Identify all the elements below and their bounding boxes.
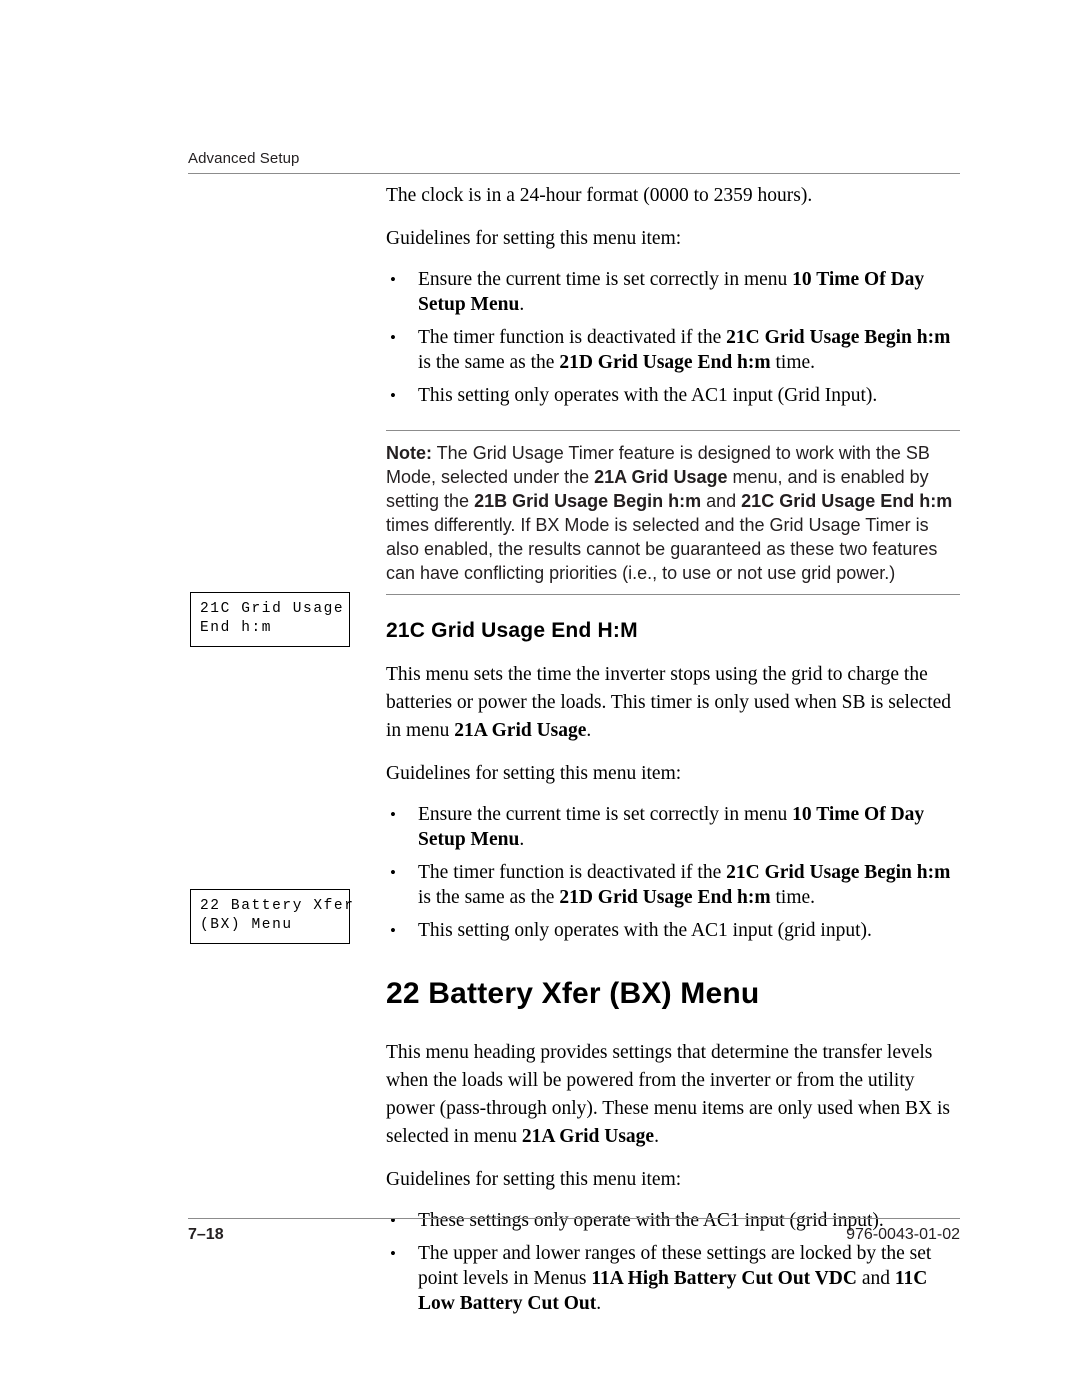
document-number: 976-0043-01-02 — [846, 1226, 960, 1243]
note-text-bold: 21C Grid Usage End h:m — [741, 491, 953, 511]
header-divider — [188, 173, 960, 174]
page-heading-22: 22 Battery Xfer (BX) Menu — [386, 977, 760, 1010]
list-item — [386, 1241, 960, 1316]
paragraph-text-part: . — [586, 720, 592, 741]
bullet-list-21c — [386, 802, 960, 943]
list-item — [386, 860, 960, 910]
bullet-dot-icon: • — [390, 270, 396, 289]
header-section-title: Advanced Setup — [188, 150, 300, 167]
bullet-text-bold: 21C Grid Usage Begin h:m — [726, 327, 951, 348]
bullet-text-part: time. — [770, 352, 816, 373]
bullet-text-part: Ensure the current time is set correctly in menu — [418, 804, 793, 825]
list-item — [386, 802, 960, 852]
bullet-dot-icon: • — [390, 863, 396, 882]
lcd-line-2: (BX) Menu — [200, 917, 293, 933]
list-item — [386, 267, 960, 317]
bullet-text-part: This setting only operates with the AC1 input (Grid Input). — [418, 385, 878, 406]
page-footer — [188, 1218, 960, 1244]
note-text-part: and — [701, 491, 742, 511]
guidelines-lead-22: Guidelines for setting this menu item: — [386, 1169, 682, 1190]
bullet-text-bold: 21C Grid Usage Begin h:m — [726, 862, 951, 883]
bullet-text-part: . — [519, 294, 525, 315]
paragraph-text-part: This menu sets the time the inverter stops using the grid to charge the batteries or power the loads. This timer is only used when SB is selected in menu — [386, 664, 952, 741]
bullet-text-bold: 10 Time Of Day Setup Menu — [418, 269, 925, 315]
bullet-text-bold: 11C Low Battery Cut Out — [418, 1268, 928, 1314]
bullet-text-part: is the same as the — [418, 352, 560, 373]
note-text-part: The Grid Usage Timer feature is designed to work with the SB Mode, selected under the — [386, 443, 930, 487]
paragraph-text-bold: 21A Grid Usage — [454, 720, 587, 741]
bullet-list-21b — [386, 267, 960, 408]
list-item — [386, 383, 960, 408]
page-content — [386, 182, 960, 1324]
bullet-dot-icon: • — [390, 1244, 396, 1263]
paragraph-text-part: . — [654, 1126, 659, 1147]
bullet-text-part: time. — [770, 887, 816, 908]
bullet-dot-icon: • — [390, 328, 396, 347]
list-item — [386, 918, 960, 943]
guidelines-lead-21c: Guidelines for setting this menu item: — [386, 763, 682, 784]
bullet-text-part: and — [856, 1268, 895, 1289]
bullet-text-part: . — [519, 829, 525, 850]
note-text-bold: 21A Grid Usage — [594, 467, 728, 487]
paragraph-text-part: This menu heading provides settings that determine the transfer levels when the loads will be powered from the inverter or from the utility power (pass-through only). These menu items are only used when BX is selected in menu — [386, 1042, 950, 1147]
bullet-text-part: The upper and lower ranges of these settings are locked by the set point levels in Menus — [418, 1243, 932, 1289]
page-subheading-21c: 21C Grid Usage End H:M — [386, 619, 638, 642]
note-text-bold: 21B Grid Usage Begin h:m — [474, 491, 702, 511]
bullet-text-part: This setting only operates with the AC1 input (grid input). — [418, 920, 872, 941]
bullet-text-part: These settings only operate with the AC1 input (grid input). — [418, 1210, 884, 1231]
guidelines-lead-21b: Guidelines for setting this menu item: — [386, 228, 682, 249]
bullet-text-part: The timer function is deactivated if the — [418, 862, 727, 883]
lcd-line-1: 22 Battery Xfer — [200, 898, 355, 914]
note-bottom-divider — [386, 594, 960, 595]
lcd-display-22 — [190, 889, 355, 944]
lcd-line-1: 21C Grid Usage — [200, 601, 345, 617]
lcd-line-2: End h:m — [200, 620, 273, 636]
note-body — [386, 431, 960, 594]
bullet-text-part: Ensure the current time is set correctly in menu — [418, 269, 793, 290]
bullet-text-bold: 10 Time Of Day Setup Menu — [418, 804, 925, 850]
note-text-part: menu, and is enabled by setting the — [386, 467, 929, 511]
page-number: 7–18 — [188, 1226, 224, 1243]
bullet-dot-icon: • — [390, 921, 396, 940]
bullet-dot-icon: • — [390, 1211, 396, 1230]
bullet-text-part: The timer function is deactivated if the — [418, 327, 727, 348]
list-item — [386, 325, 960, 375]
paragraph-22 — [386, 1039, 960, 1151]
note-label: Note: — [386, 443, 432, 463]
paragraph-text-bold: 21A Grid Usage — [521, 1126, 655, 1147]
bullet-text-part: is the same as the — [418, 887, 560, 908]
page-header — [188, 150, 960, 174]
note-box — [386, 430, 960, 595]
footer-divider — [188, 1218, 960, 1219]
lcd-display-21c — [190, 592, 350, 647]
clock-format-paragraph: The clock is in a 24-hour format (0000 to 2359 hours). — [386, 185, 813, 206]
bullet-text-bold: 21D Grid Usage End h:m — [559, 887, 771, 908]
note-text-part: times differently. If BX Mode is selected and the Grid Usage Timer is also enabled, the results cannot be guaranteed as these two features can have conflicting priorities (i.e., to use or not use grid power.) — [386, 515, 938, 583]
footer-row — [188, 1226, 960, 1244]
bullet-dot-icon: • — [390, 386, 396, 405]
bullet-text-bold: 21D Grid Usage End h:m — [559, 352, 771, 373]
bullet-text-bold: 11A High Battery Cut Out VDC — [591, 1268, 857, 1289]
paragraph-21c — [386, 661, 960, 745]
bullet-text-part: . — [596, 1293, 602, 1314]
bullet-dot-icon: • — [390, 805, 396, 824]
